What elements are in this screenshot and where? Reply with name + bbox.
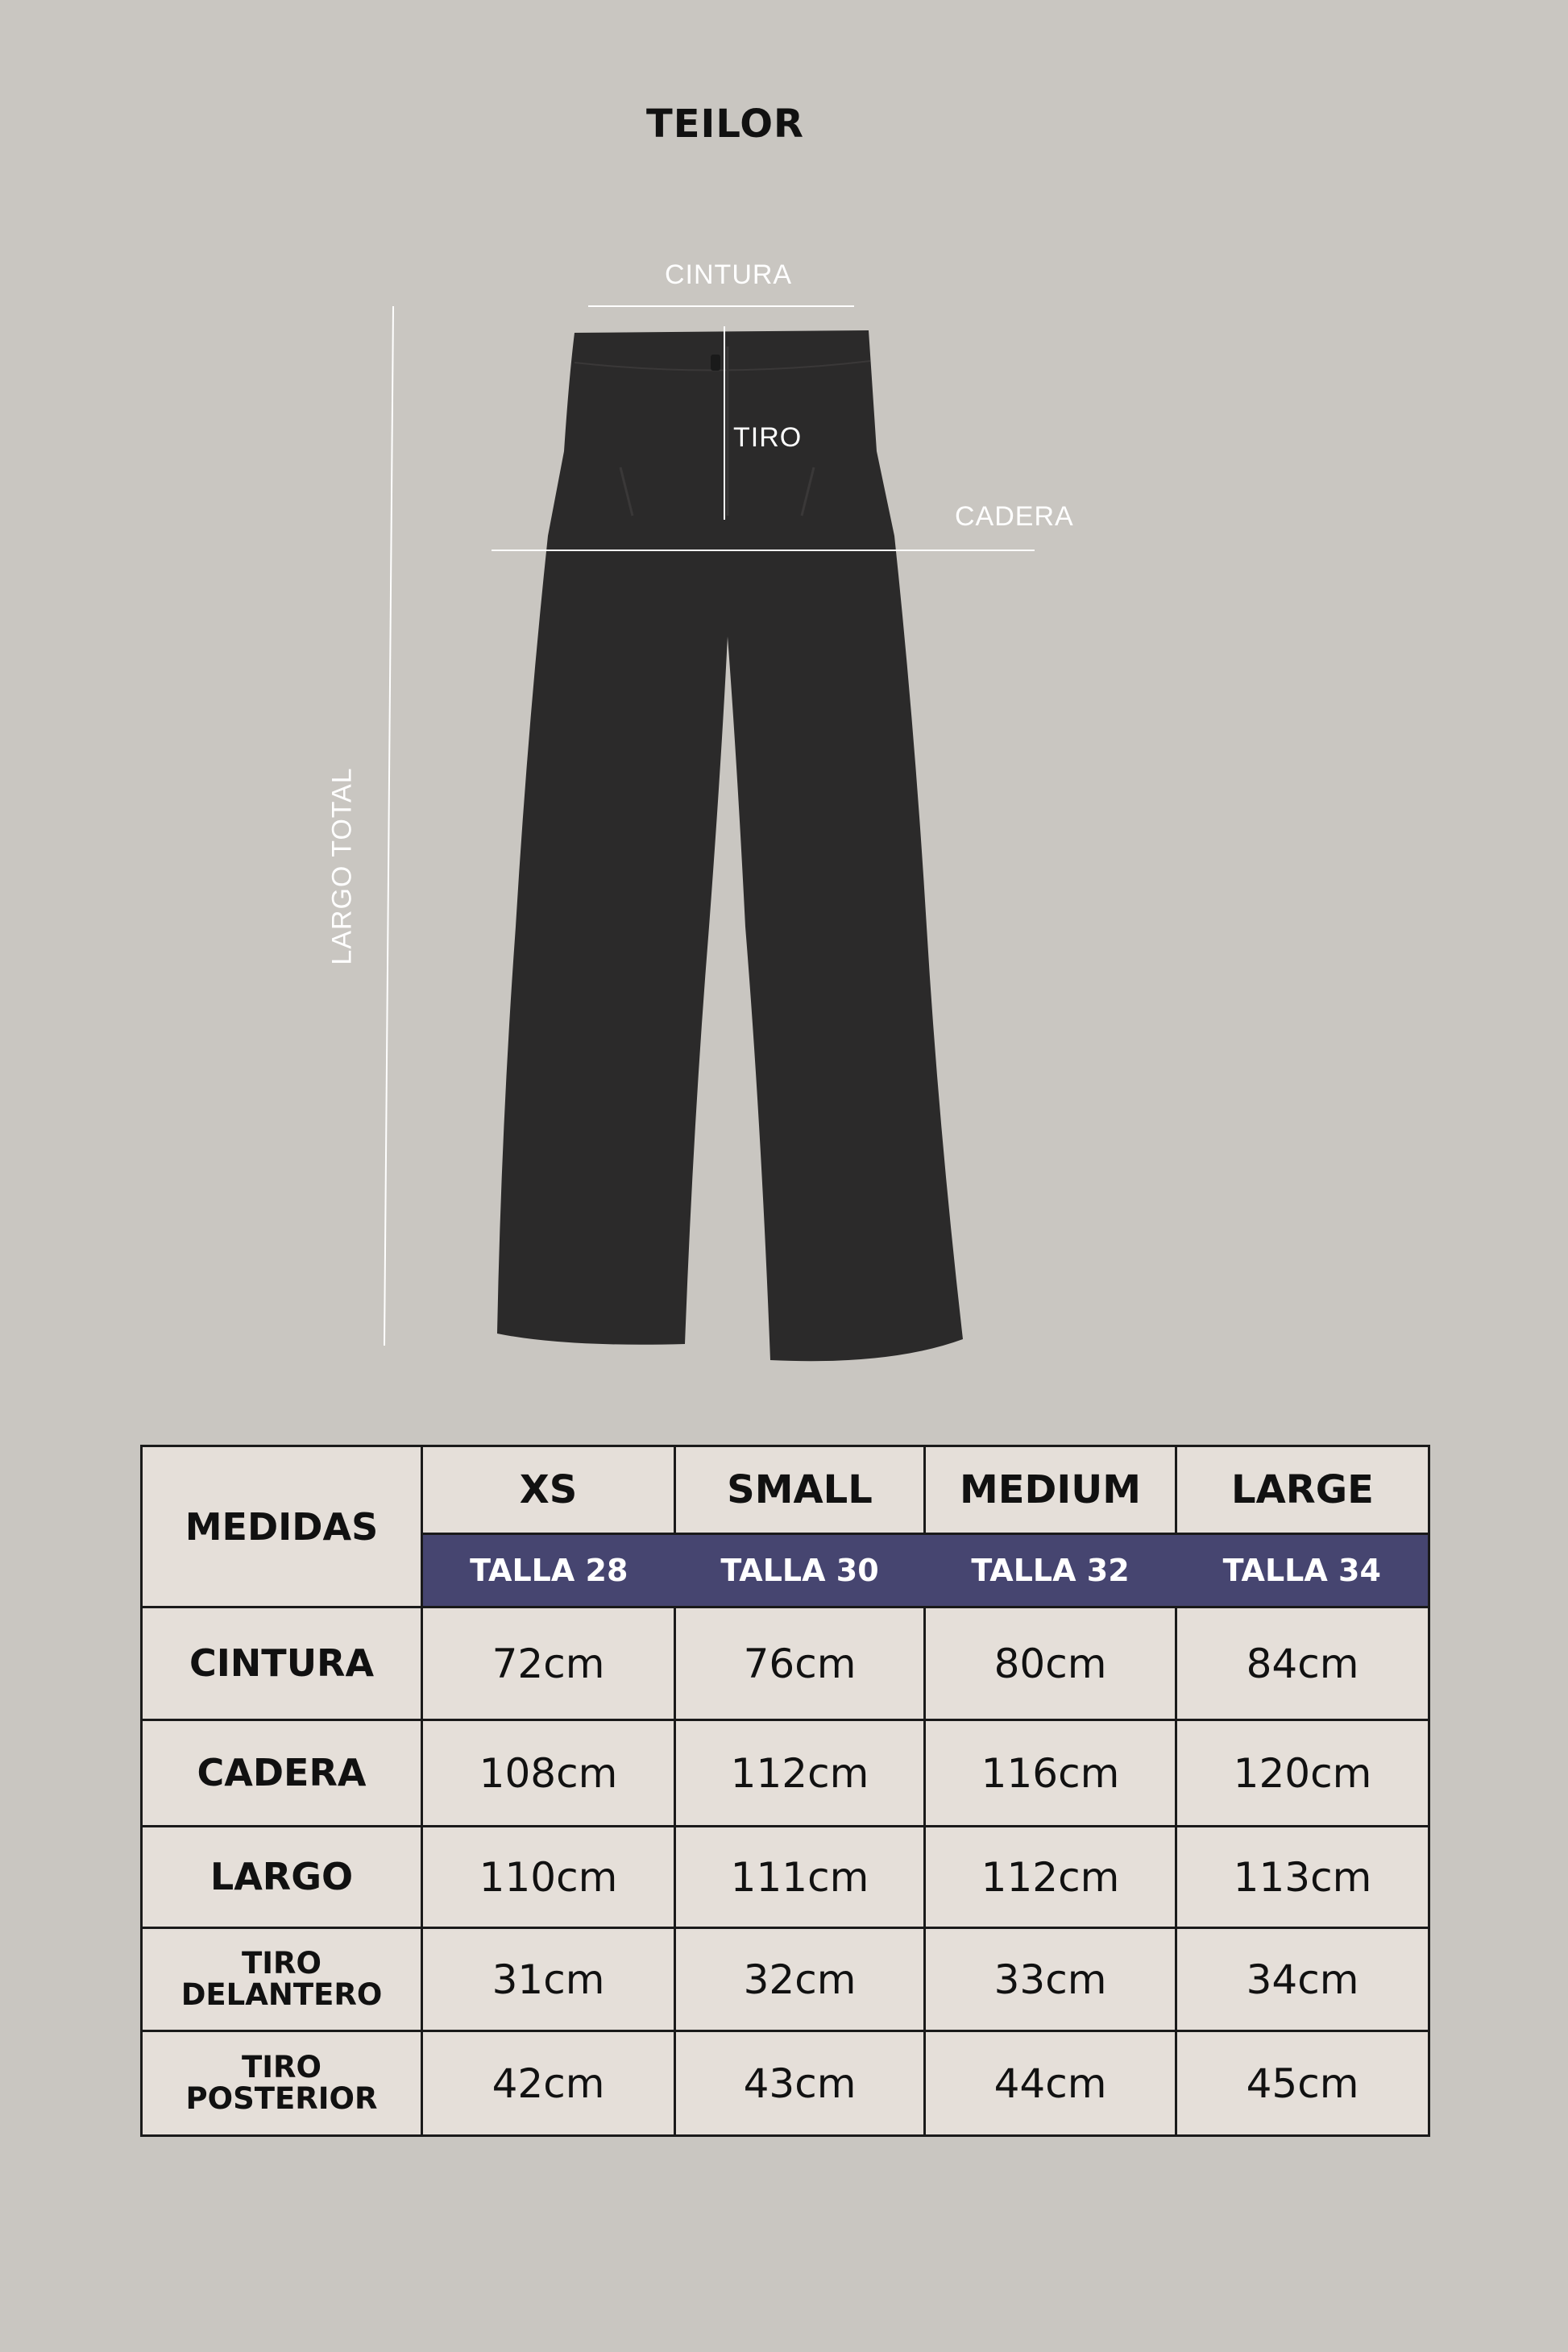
- size-header-row: [142, 1446, 1429, 1534]
- button-icon: [711, 355, 720, 371]
- table-cell: 113cm: [1176, 1827, 1429, 1928]
- table-cell: 33cm: [925, 1928, 1176, 2031]
- row-label-largo: LARGO: [142, 1827, 422, 1928]
- table-row: [142, 1607, 1429, 1720]
- cintura-label: CINTURA: [665, 259, 793, 290]
- table-row: [142, 1928, 1429, 2031]
- table-cell: 43cm: [675, 2031, 925, 2136]
- table-cell: 120cm: [1176, 1720, 1429, 1827]
- table-cell: 116cm: [925, 1720, 1176, 1827]
- table-row: [142, 1827, 1429, 1928]
- row-label-line: TIRO: [242, 2049, 321, 2084]
- medidas-header: MEDIDAS: [142, 1446, 422, 1607]
- talla-30-header: TALLA 30: [675, 1534, 925, 1607]
- largo-total-line: [384, 306, 393, 1346]
- table-cell: 112cm: [925, 1827, 1176, 1928]
- row-label-tiro-posterior: [142, 2031, 422, 2136]
- table-cell: 72cm: [422, 1607, 675, 1720]
- table-cell: 108cm: [422, 1720, 675, 1827]
- table-cell: 32cm: [675, 1928, 925, 2031]
- brand-logo: TEILOR: [645, 102, 805, 147]
- table-cell: 84cm: [1176, 1607, 1429, 1720]
- size-large-header: LARGE: [1176, 1446, 1429, 1534]
- talla-34-header: TALLA 34: [1176, 1534, 1429, 1607]
- row-label-line: TIRO: [242, 1945, 321, 1981]
- tiro-label: TIRO: [733, 422, 803, 453]
- talla-28-header: TALLA 28: [422, 1534, 675, 1607]
- row-label-cintura: CINTURA: [142, 1607, 422, 1720]
- row-label-line: DELANTERO: [180, 1977, 383, 2012]
- largo-total-label: LARGO TOTAL: [326, 767, 358, 965]
- table-cell: 45cm: [1176, 2031, 1429, 2136]
- table-cell: 34cm: [1176, 1928, 1429, 2031]
- table-cell: 112cm: [675, 1720, 925, 1827]
- row-label-cadera: CADERA: [142, 1720, 422, 1827]
- size-xs-header: XS: [422, 1446, 675, 1534]
- row-label-tiro-delantero: [142, 1928, 422, 2031]
- size-medium-header: MEDIUM: [925, 1446, 1176, 1534]
- table-row: [142, 1720, 1429, 1827]
- size-chart-table: [140, 1445, 1430, 2137]
- talla-32-header: TALLA 32: [925, 1534, 1176, 1607]
- table-cell: 80cm: [925, 1607, 1176, 1720]
- trousers-illustration: [497, 330, 963, 1361]
- row-label-line: POSTERIOR: [185, 2080, 378, 2116]
- size-small-header: SMALL: [675, 1446, 925, 1534]
- table-cell: 44cm: [925, 2031, 1176, 2136]
- cadera-label: CADERA: [955, 501, 1074, 532]
- table-cell: 31cm: [422, 1928, 675, 2031]
- table-cell: 111cm: [675, 1827, 925, 1928]
- table-cell: 42cm: [422, 2031, 675, 2136]
- table-cell: 110cm: [422, 1827, 675, 1928]
- table-cell: 76cm: [675, 1607, 925, 1720]
- table-row: [142, 2031, 1429, 2136]
